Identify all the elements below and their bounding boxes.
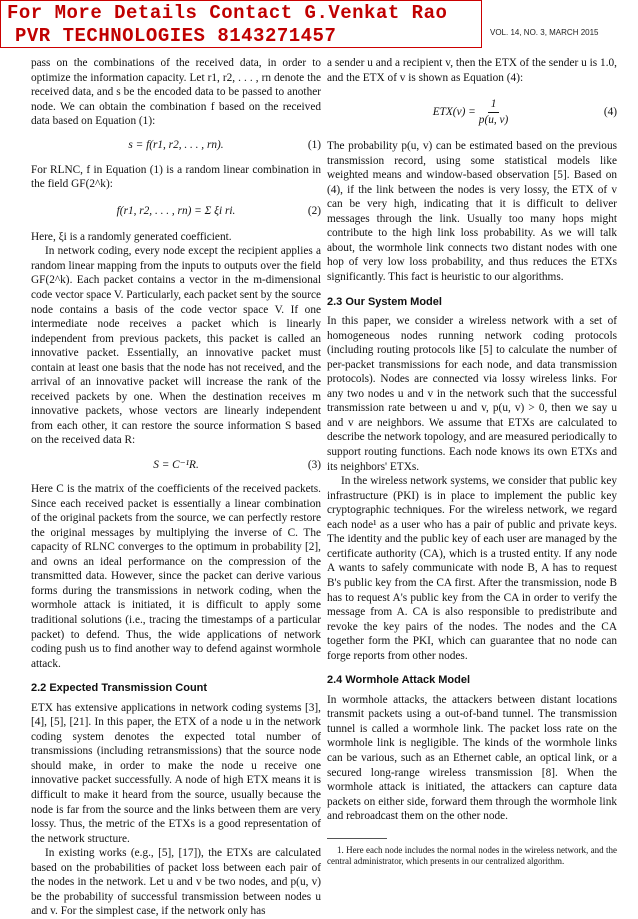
paragraph: The probability p(u, v) can be estimated based on the previous transmission record, using some statistical models like weighted means and window-based observation [5]. Based on (4), if the link between the nodes is very lossy, the ETX of v can be very high, indicating that it is difficult to deliver messages through the link. Usually too many hops might contribute to the high link loss probability. As we will talk about, the wormhole link connects two distant nodes with one hop of very low loss probability, and thus reduces the ETXs significantly. This fact is heuristic to our algorithms.: [327, 140, 617, 284]
equation-number: (1): [307, 139, 321, 152]
paragraph: a sender u and a recipient v, then the ETX of the sender u is 1.0, and the ETX of v is shown as Equation (4):: [327, 57, 617, 84]
paragraph: Here C is the matrix of the coefficients of the received packets. Since each received packet is essentially a linear combination of the original packets from the source, we can perfectly restore the original messages by multiplying the inverse of C. The capacity of RLNC converges to the optimum in probability [2], and owns an ideal performance on the compression of the transmitted data. However, since the packet can derive various forms during the transmissions in network coding, when the wormhole attack is initiated, it is difficult to apply some traditional solutions (i.e., tracing the timestamps of a particular packet) to defend. Thus, the wide applications of network coding push us to find another way to defend against wormhole attack.: [31, 483, 321, 670]
section-heading: 2.3 Our System Model: [327, 295, 442, 308]
equation-2: [31, 200, 321, 222]
banner-line-1: For More Details Contact G.Venkat Rao: [7, 2, 448, 24]
equation-4: [327, 95, 617, 129]
paragraph: In network coding, every node except the recipient applies a random linear mapping from the inputs to outputs over the field GF(2^k). Each packet contains a vector in the m-dimensional code vector space V. Particularly, each packet sent by the source node contains a basis of the code vector space V. If one intermediate node receives a packet which is linearly independent from previous packets, this packet is called an innovative packet. Essentially, an innovative packet must contain at least one basis that the node has not received, and the arrival of an innovative packet will increase the rank of the received packets by one. When the destination receives m innovative packets, whose vectors are linearly independent from each other, it can restore the source information S based on the received data R:: [31, 245, 321, 447]
equation-lhs: ETX(v) =: [432, 105, 476, 118]
fraction-denominator: p(u, v): [478, 113, 509, 126]
paragraph: ETX has extensive applications in network coding systems [3], [4], [5], [21]. In this paper, the ETX of a node u in the network coding system denotes the expected total number of transmissions (including retransmissions) that the source node should make, in order to make the node u receive one innovative packet successfully. A node of high ETX means it is difficult to make it heard from the source, usually because the node is far from the source and the links between them are very lossy. Thus, the metric of the ETXs is a good representation of the network structure.: [31, 701, 321, 845]
equation-body: s = f(r1, r2, . . . , rn).: [128, 139, 224, 152]
equation-fraction: [479, 97, 508, 127]
footnote-rule: [327, 838, 387, 839]
paragraph: For RLNC, f in Equation (1) is a random linear combination in the field GF(2^k):: [31, 163, 321, 191]
footnote: 1. Here each node includes the normal nodes in the wireless network, and the central administrator, which presents in our centralized algorithm.: [327, 844, 617, 867]
section-heading: 2.4 Wormhole Attack Model: [327, 674, 471, 687]
paragraph: pass on the combinations of the received data, in order to optimize the information capacity. Let r1, r2, . . . , rn denote the received data, and s be the encoded data to be passed to another node. We can obtain the combination f based on the received data based on Equation (1):: [31, 57, 321, 128]
equation-number: (4): [603, 105, 617, 118]
right-column: [327, 56, 617, 868]
equation-1: [31, 137, 321, 155]
equation-body: f(r1, r2, . . . , rn) = Σ ξi ri.: [116, 204, 236, 217]
fraction-numerator: 1: [488, 97, 500, 113]
equation-number: (3): [307, 458, 321, 471]
contact-banner: [0, 0, 482, 48]
paragraph: In this paper, we consider a wireless network with a set of homogeneous nodes running network coding protocols (including routing protocols like [5] to calculate the number of per-packet transmissions for each node, and data transmission protocols). Nodes are connected via lossy wireless links. For any two nodes u and v in the network such that the successful transmission rate between u and v, p(u, v) > 0, then we say u and v are neighbors. We assume that ETXs are calculated to describe the network topology, and are measured periodically to support routing functions. Each node knows its own ETXs and its neighbors' ETXs.: [327, 315, 617, 473]
left-column: [31, 56, 321, 919]
paragraph: In existing works (e.g., [5], [17]), the ETXs are calculated based on the probabilities of packet loss between each pair of the nodes in the network. Let u and v be two nodes, and p(u, v) be the probability of successful transmission between nodes u and v. For the simplest case, if the network only has: [31, 847, 321, 918]
equation-3: [31, 456, 321, 474]
paragraph: Here, ξi is a randomly generated coefficient.: [31, 230, 232, 243]
paragraph: In the wireless network systems, we consider that public key infrastructure (PKI) is in place to implement the public key cryptographic techniques. For the wireless network, we regard each node¹ as a user who has a pair of public and private keys. The identity and the public key of each user are managed by the certificate authority (CA), which is a trusted entity. If any node A wants to safely communicate with node B, A has to request B's public key from the CA first. After the transmission, node B has to request A's public key from the CA in order to verify the message from A. CA is also responsible to predistribute and revoke the key pairs of the nodes. The nodes and the CA together form the PKI, which can guarantee that no node can forge reports from other nodes.: [327, 475, 617, 662]
equation-body: S = C⁻¹R.: [153, 458, 199, 471]
section-heading: 2.2 Expected Transmission Count: [31, 682, 208, 695]
running-head: VOL. 14, NO. 3, MARCH 2015: [490, 28, 599, 37]
equation-number: (2): [307, 204, 321, 217]
banner-line-2: PVR TECHNOLOGIES 8143271457: [15, 25, 337, 47]
paragraph: In wormhole attacks, the attackers between distant locations transmit packets using a out-of-band tunnel. The transmission tunnel is called a wormhole link. The packet loss rate on the wormhole link is negligible. The kinds of the wormhole links can be various, such as an Ethernet cable, an optical link, or a secured long-range wireless transmission [8]. When the wormhole attack is initiated, the attackers can capture data packets on either side, forward them through the wormhole link and rebroadcast them on the other node.: [327, 693, 617, 823]
